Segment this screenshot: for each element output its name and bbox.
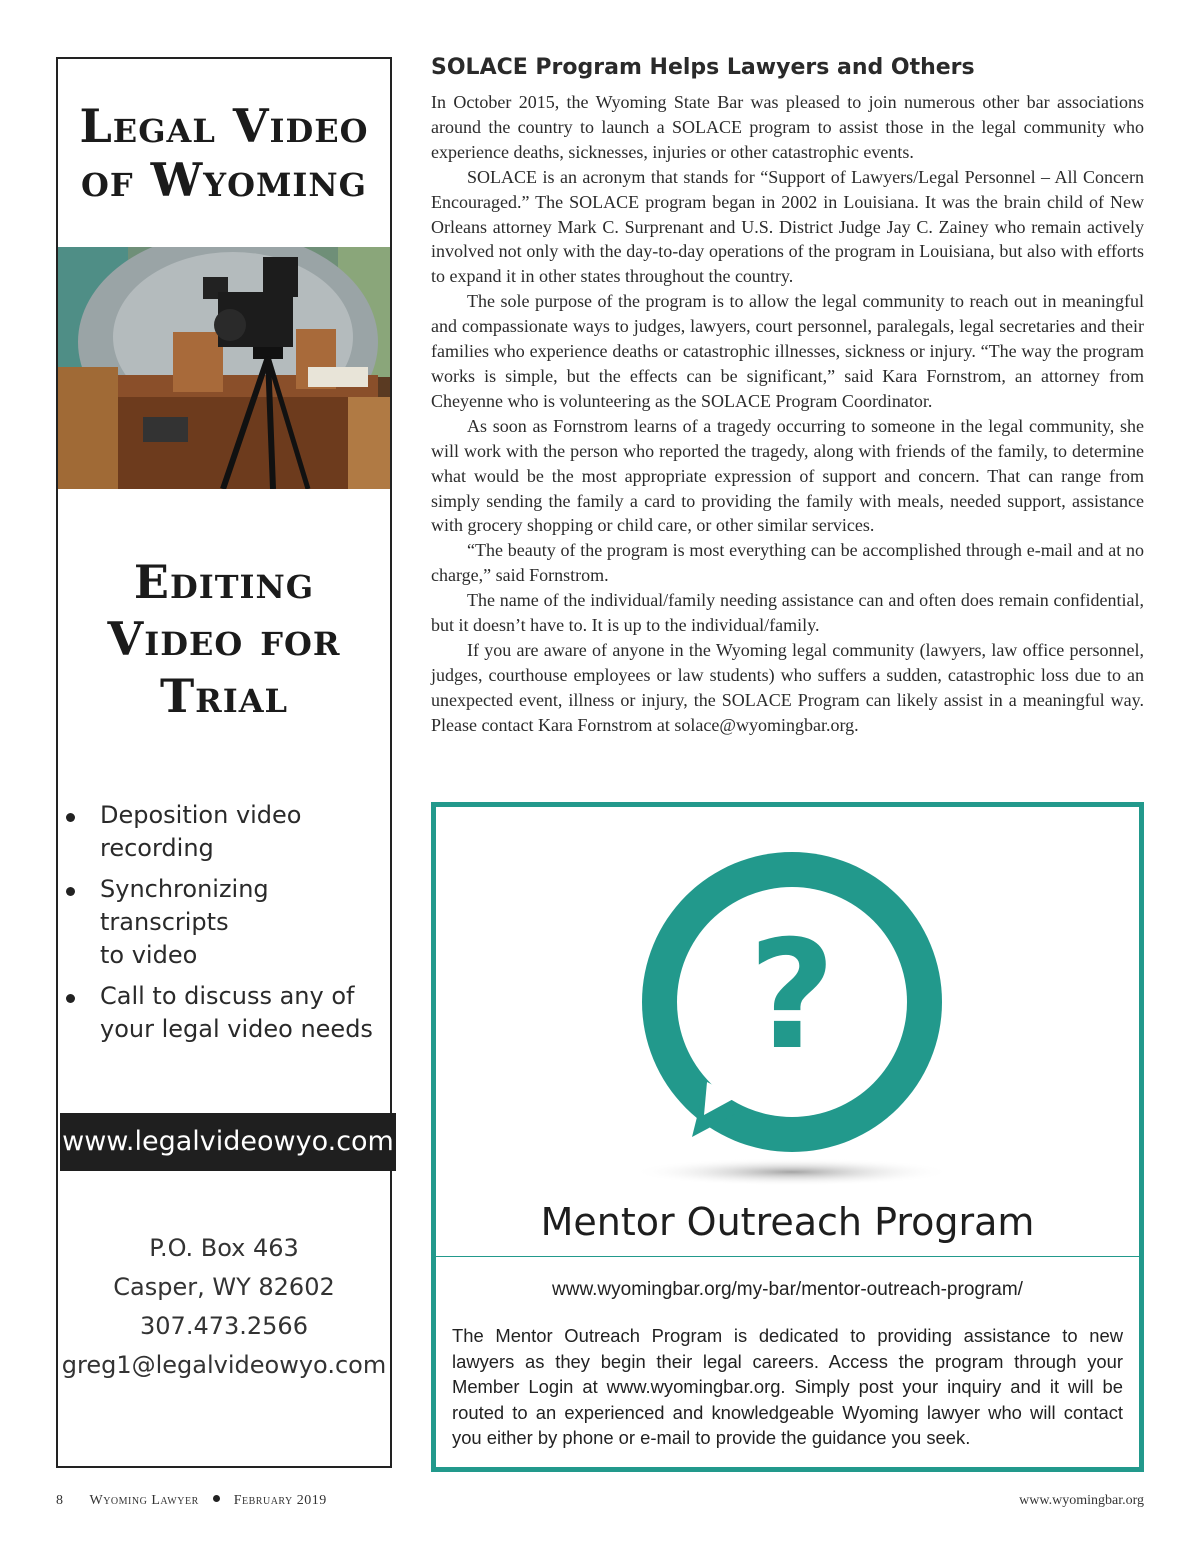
ad-title xyxy=(58,99,390,207)
question-mark-glyph: ? xyxy=(748,909,836,1083)
list-item: Synchronizing transcripts to video xyxy=(66,873,388,972)
article-paragraph: The sole purpose of the program is to allow the legal community to reach out in meaningful and compassionate ways to judges, lawyers, court personnel, paralegals, legal secretaries and their families who experience deaths or catastrophic illnesses, sickness or injury. “The way the program works is simple, but the effects can be significant,” said Kara Fornstrom, an attorney from Cheyenne who is volunteering as the SOLACE Program Coordinator. xyxy=(431,291,1144,411)
ad-headline-line1: Editing xyxy=(133,555,315,609)
bullet-icon xyxy=(66,887,75,896)
article-paragraph: The name of the individual/family needing assistance can and often does remain confidential, but it doesn’t have to. It is up to the individual/family. xyxy=(431,590,1144,636)
issue-date: February 2019 xyxy=(233,1493,327,1508)
solace-article xyxy=(431,52,1144,738)
bullet-icon xyxy=(66,994,75,1003)
article-paragraph: SOLACE is an acronym that stands for “Support of Lawyers/Legal Personnel – All Concern Encouraged.” The SOLACE program began in 2002 in Louisiana. It was the brain child of New Orleans attorney Mark C. Surprenant and U.S. District Judge Jay C. Zainey who remain actively involved not only with the day-to-day operations of the program in Louisiana, but also with efforts to expand it in other states throughout the country. xyxy=(431,166,1144,287)
ad-headline xyxy=(58,554,390,725)
footer-website[interactable]: www.wyomingbar.org xyxy=(1019,1493,1144,1508)
mentor-title: Mentor Outreach Program xyxy=(540,1200,1035,1244)
ad-website-link[interactable]: www.legalvideowyo.com xyxy=(60,1113,396,1171)
mentor-link[interactable]: www.wyomingbar.org/my-bar/mentor-outreach-program/ xyxy=(552,1279,1023,1300)
ad-phone: 307.473.2566 xyxy=(140,1312,308,1340)
ad-title-line1: Legal Video xyxy=(79,99,369,153)
ad-headline-line3: Trial xyxy=(159,669,289,723)
ad-city: Casper, WY 82602 xyxy=(113,1273,335,1301)
ad-camera-photo xyxy=(58,247,390,489)
publication-name: Wyoming Lawyer xyxy=(89,1493,199,1508)
list-item: Deposition video recording xyxy=(66,799,388,865)
camera-tripod-illustration xyxy=(58,247,390,489)
page-number: 8 xyxy=(56,1493,64,1508)
ad-services-list xyxy=(66,799,388,1054)
mentor-outreach-box xyxy=(431,802,1144,1472)
mentor-divider xyxy=(436,1256,1139,1257)
mentor-description: The Mentor Outreach Program is dedicated to providing assistance to new lawyers as they begin their legal careers. Access the program through your Member Login at www.wyomingbar.org. Simply post your inquiry and it will be routed to an experienced and knowledgeable Wyoming lawyer who will contact you either by phone or e-mail to provide the guidance you seek. xyxy=(452,1325,1123,1448)
list-item: Call to discuss any of your legal video needs xyxy=(66,980,388,1046)
question-speech-bubble-icon xyxy=(632,847,952,1187)
bullet-icon xyxy=(66,813,75,822)
article-title: SOLACE Program Helps Lawyers and Others xyxy=(431,55,975,80)
legal-video-ad xyxy=(56,57,392,1468)
ad-headline-line2: Video for xyxy=(107,612,341,666)
ad-title-line2: of Wyoming xyxy=(81,153,367,207)
article-paragraph: If you are aware of anyone in the Wyoming legal community (lawyers, law office personnel, judges, courthouse employees or law students) who suffers a sudden, catastrophic loss due to an unexpected event, illness or injury, the SOLACE Program can likely assist in a meaningful way. Please contact Kara Fornstrom at solace@wyomingbar.org. xyxy=(431,639,1144,735)
article-paragraph: In October 2015, the Wyoming State Bar was pleased to join numerous other bar associations around the country to launch a SOLACE program to assist those in the legal community who experience deaths, sicknesses, injuries or other catastrophic events. xyxy=(431,92,1144,162)
ad-contact-info xyxy=(58,1229,390,1385)
bullet-icon xyxy=(213,1495,220,1502)
article-paragraph: As soon as Fornstrom learns of a tragedy occurring to someone in the legal community, she will work with the person who reported the tragedy, along with friends of the family, to determine what would be the most appropriate expression of support and concern. That can range from simply sending the family a card to providing the family with meals, needed support, assistance with grocery shopping or child care, or other similar services. xyxy=(431,415,1144,536)
ad-email[interactable]: greg1@legalvideowyo.com xyxy=(61,1351,387,1379)
page-footer-left xyxy=(56,1493,327,1509)
article-paragraph: “The beauty of the program is most everything can be accomplished through e-mail and at no charge,” said Fornstrom. xyxy=(431,540,1144,586)
ad-po-box: P.O. Box 463 xyxy=(149,1234,299,1262)
